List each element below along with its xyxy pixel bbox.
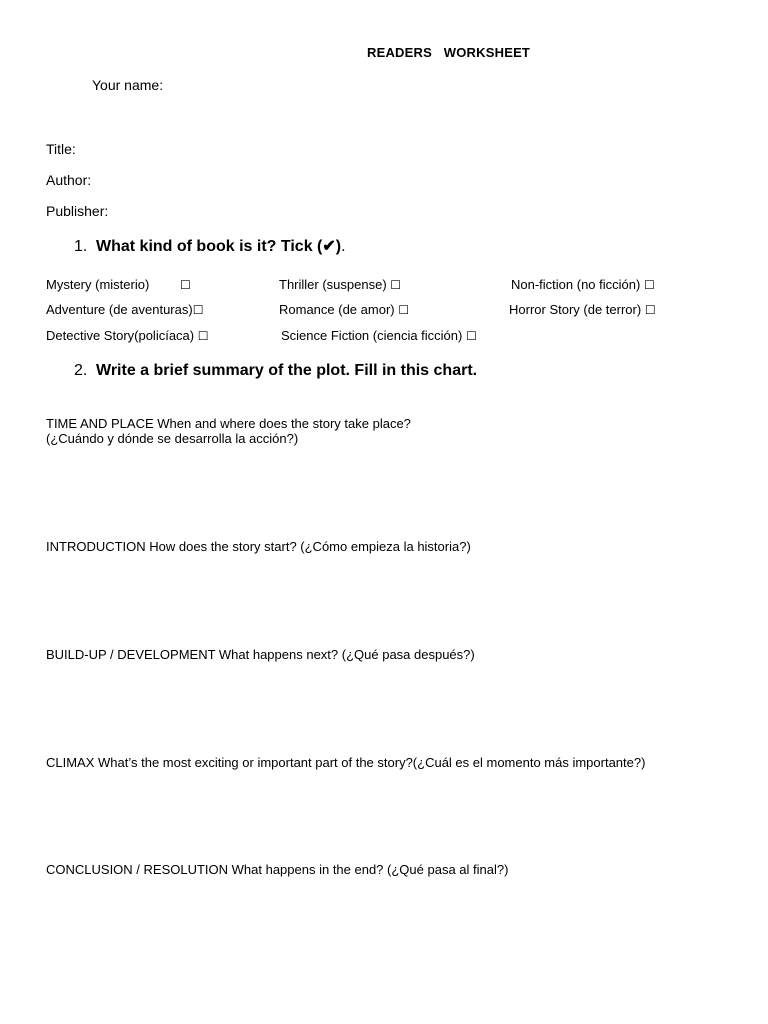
option-non-fiction[interactable] bbox=[511, 277, 655, 292]
checkbox-icon[interactable]: ☐ bbox=[197, 329, 209, 343]
section-climax: CLIMAX What’s the most exciting or important part of the story?(¿Cuál es el momento más importante?) bbox=[46, 755, 646, 770]
title-label: Title: bbox=[46, 141, 76, 157]
question-1-period: . bbox=[341, 238, 346, 255]
option-label: Mystery (misterio) bbox=[46, 277, 150, 292]
checkbox-icon[interactable]: ☐ bbox=[398, 303, 409, 317]
checkbox-icon[interactable]: ☐ bbox=[643, 278, 655, 292]
checkbox-icon[interactable]: ☐ bbox=[180, 278, 191, 292]
question-1-text: What kind of book is it? Tick (✔) bbox=[96, 238, 342, 255]
section-conclusion: CONCLUSION / RESOLUTION What happens in the end? (¿Qué pasa al final?) bbox=[46, 862, 509, 877]
checkbox-icon[interactable]: ☐ bbox=[192, 303, 204, 317]
option-horror[interactable] bbox=[509, 302, 656, 317]
section-introduction: INTRODUCTION How does the story start? (¿Cómo empieza la historia?) bbox=[46, 539, 471, 554]
option-label: Horror Story (de terror) bbox=[509, 302, 642, 317]
your-name-label: Your name: bbox=[92, 77, 164, 93]
option-science-fiction[interactable] bbox=[281, 328, 477, 343]
option-detective[interactable] bbox=[46, 328, 209, 343]
option-label: Non-fiction (no ficción) bbox=[511, 277, 641, 292]
question-2-number: 2. bbox=[74, 362, 88, 379]
question-1-number: 1. bbox=[74, 238, 88, 255]
publisher-label: Publisher: bbox=[46, 203, 109, 219]
option-romance[interactable] bbox=[279, 302, 409, 317]
option-label: Detective Story(policíaca) bbox=[46, 328, 195, 343]
option-label: Romance (de amor) bbox=[279, 302, 395, 317]
question-2 bbox=[74, 362, 477, 380]
checkbox-icon[interactable]: ☐ bbox=[465, 329, 477, 343]
option-label: Adventure (de aventuras) bbox=[46, 302, 193, 317]
author-label: Author: bbox=[46, 172, 92, 188]
option-label: Thriller (suspense) bbox=[279, 277, 387, 292]
worksheet-title: READERS WORKSHEET bbox=[367, 45, 531, 60]
option-label: Science Fiction (ciencia ficción) bbox=[281, 328, 463, 343]
section-development: BUILD-UP / DEVELOPMENT What happens next? (¿Qué pasa después?) bbox=[46, 647, 475, 662]
option-thriller[interactable] bbox=[279, 277, 401, 292]
section-time-and-place bbox=[46, 416, 411, 446]
option-adventure[interactable] bbox=[46, 302, 203, 317]
question-1 bbox=[74, 236, 346, 256]
checkbox-icon[interactable]: ☐ bbox=[390, 278, 402, 292]
option-mystery[interactable] bbox=[46, 277, 149, 292]
section-time-and-place-line1: TIME AND PLACE When and where does the story take place? bbox=[46, 416, 411, 431]
checkbox-icon[interactable]: ☐ bbox=[644, 303, 656, 317]
section-time-and-place-line2: (¿Cuándo y dónde se desarrolla la acción?) bbox=[46, 431, 299, 446]
question-2-text: Write a brief summary of the plot. Fill in this chart. bbox=[96, 362, 478, 379]
